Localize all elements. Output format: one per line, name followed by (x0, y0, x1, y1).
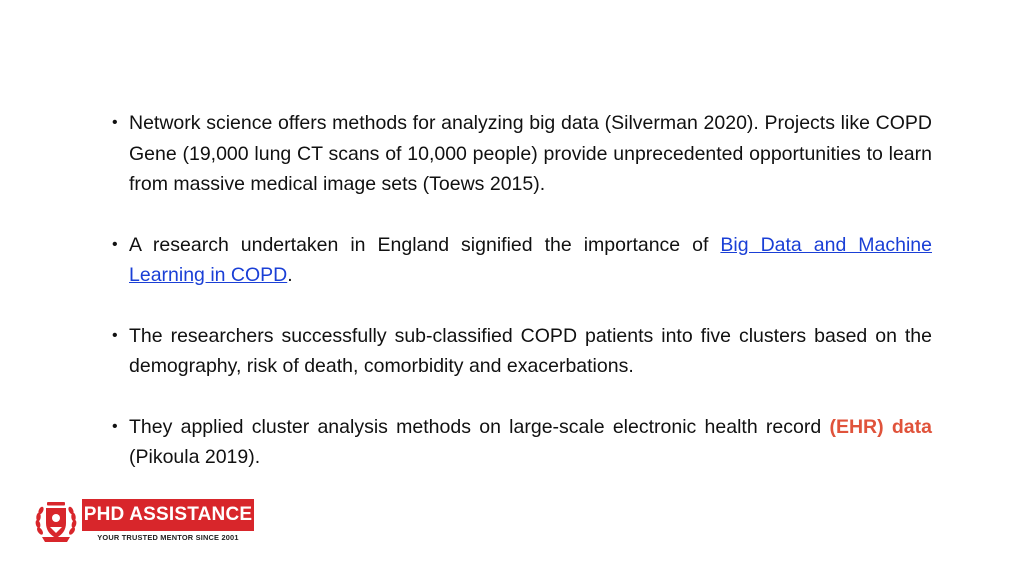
ehr-highlight: (EHR) data (829, 415, 932, 438)
bullet-text: They applied cluster analysis methods on large-scale electronic health record (129, 415, 830, 438)
bullet-dot: • (112, 417, 118, 435)
laurel-shield-icon (32, 497, 80, 545)
bullet-dot: • (112, 235, 118, 253)
logo-tagline: YOUR TRUSTED MENTOR SINCE 2001 (97, 533, 239, 542)
phd-assistance-logo (32, 497, 254, 545)
bullet-text-end: . (287, 264, 293, 286)
bullet-list (112, 108, 932, 503)
logo-title: PHD ASSISTANCE (82, 499, 254, 531)
bullet-item (112, 108, 932, 200)
bullet-text: The researchers successfully sub-classified COPD patients into five clusters based on the demography, risk of death, comorbidity and exacerbations. (129, 324, 932, 377)
bullet-text-end: (Pikoula 2019). (129, 446, 261, 468)
bullet-dot: • (112, 114, 118, 131)
link-learning-in-copd[interactable]: Learning in COPD (129, 264, 288, 286)
link-big-data-machine[interactable]: Big Data and Machine (720, 233, 932, 256)
bullet-item (112, 321, 932, 382)
bullet-item (112, 412, 932, 473)
bullet-text: Network science offers methods for analyzing big data (Silverman 2020). Projects like COPD Gene (19,000 lung CT scans of 10,000 people) provide unprecedented opportunities to learn from massive medical image sets (Toews 2015). (129, 112, 932, 195)
bullet-dot: • (112, 326, 118, 344)
bullet-item (112, 230, 932, 291)
bullet-text: A research undertaken in England signified the importance of (129, 233, 721, 256)
